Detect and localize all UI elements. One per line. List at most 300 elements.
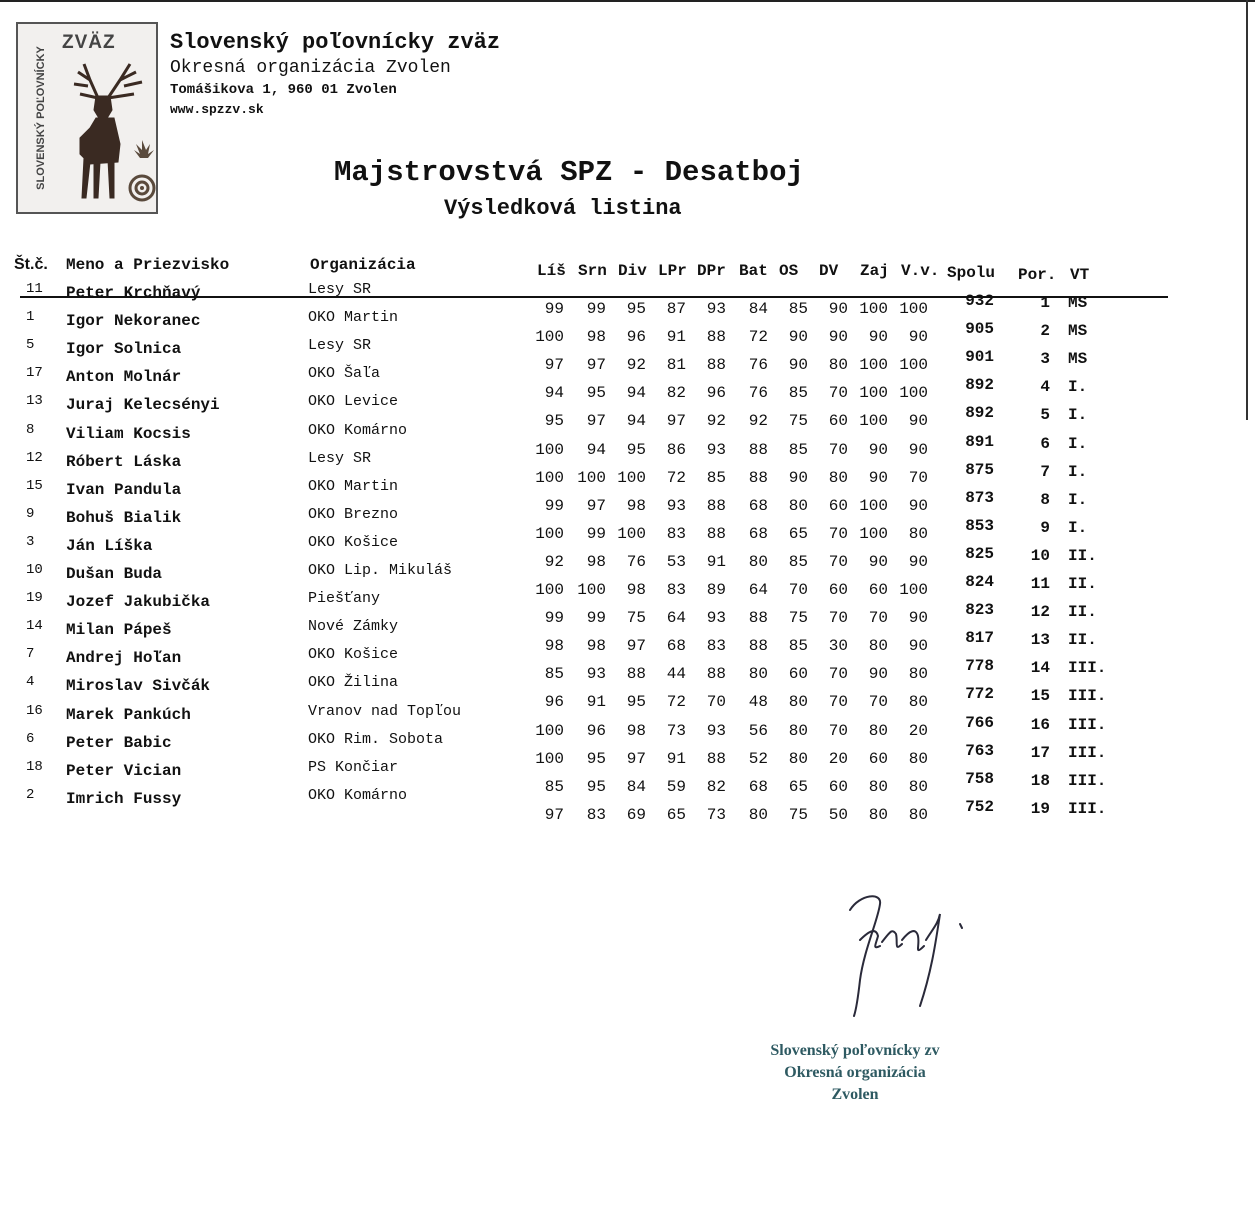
discipline-score: 85: [706, 468, 726, 487]
discipline-score: 69: [626, 805, 646, 824]
discipline-score: 90: [868, 665, 888, 684]
organization-address: Tomášikova 1, 960 01 Zvolen: [170, 82, 397, 98]
discipline-score: 100: [859, 524, 888, 543]
competitor-name: Peter Babic: [66, 733, 172, 752]
discipline-score: 82: [666, 384, 686, 403]
discipline-score: 65: [788, 777, 808, 796]
discipline-score: 89: [706, 581, 726, 599]
discipline-score: 96: [586, 721, 606, 740]
discipline-score: 76: [748, 356, 768, 375]
competitor-organization: OKO Komárno: [308, 786, 408, 804]
discipline-score: 88: [706, 356, 726, 375]
total-score: 875: [965, 460, 994, 479]
discipline-score: 70: [828, 524, 848, 543]
top-edge-line: [0, 0, 1255, 2]
competitor-organization: Nové Zámky: [308, 618, 399, 636]
start-number: 1: [26, 309, 35, 326]
rank: 4: [1040, 378, 1050, 397]
discipline-score: 76: [626, 552, 646, 571]
performance-class: I.: [1068, 462, 1088, 481]
discipline-score: 97: [666, 412, 686, 431]
discipline-score: 90: [868, 468, 888, 487]
performance-class: III.: [1068, 659, 1107, 678]
rank: 13: [1030, 631, 1050, 650]
header-rank: Por.: [1018, 266, 1057, 284]
discipline-score: 76: [748, 384, 768, 403]
performance-class: III.: [1068, 687, 1107, 706]
discipline-score: 92: [626, 356, 646, 375]
competitor-organization: Piešťany: [308, 590, 381, 608]
header-discipline: OS: [779, 262, 799, 280]
competitor-organization: OKO Lip. Mikuláš: [308, 562, 453, 579]
discipline-score: 87: [666, 300, 686, 318]
discipline-score: 72: [666, 468, 686, 487]
discipline-score: 100: [859, 300, 888, 318]
discipline-score: 44: [666, 665, 686, 684]
rank: 9: [1040, 518, 1050, 537]
rank: 12: [1030, 603, 1050, 622]
total-score: 763: [965, 741, 994, 760]
document-subtitle: Výsledková listina: [444, 196, 682, 221]
total-score: 905: [965, 320, 994, 339]
discipline-score: 88: [706, 749, 726, 768]
rank: 14: [1030, 659, 1050, 678]
total-score: 778: [965, 657, 994, 676]
competitor-organization: Lesy SR: [308, 337, 372, 355]
discipline-score: 100: [899, 581, 928, 599]
discipline-score: 75: [626, 609, 646, 628]
competitor-name: Milan Pápeš: [66, 621, 172, 640]
discipline-score: 80: [908, 749, 928, 768]
competitor-organization: OKO Komárno: [308, 421, 408, 439]
discipline-score: 80: [748, 552, 768, 571]
discipline-score: 91: [666, 749, 686, 768]
discipline-score: 94: [626, 384, 646, 403]
discipline-score: 73: [706, 805, 726, 824]
competitor-organization: OKO Žilina: [308, 674, 399, 692]
discipline-score: 100: [535, 581, 564, 599]
discipline-score: 80: [908, 777, 928, 796]
total-score: 891: [965, 432, 994, 451]
discipline-score: 70: [828, 609, 848, 628]
discipline-score: 70: [868, 609, 888, 628]
discipline-score: 60: [828, 496, 848, 515]
discipline-score: 98: [626, 721, 646, 740]
discipline-score: 83: [586, 805, 606, 824]
discipline-score: 60: [828, 777, 848, 796]
discipline-score: 80: [828, 468, 848, 487]
competitor-organization: OKO Košice: [308, 533, 399, 551]
discipline-score: 97: [586, 412, 606, 431]
discipline-score: 92: [748, 412, 768, 431]
discipline-score: 93: [706, 721, 726, 740]
competitor-organization: Vranov nad Topľou: [308, 702, 462, 720]
discipline-score: 56: [748, 721, 768, 740]
discipline-score: 88: [748, 440, 768, 459]
discipline-score: 80: [788, 693, 808, 712]
discipline-score: 48: [748, 693, 768, 712]
discipline-score: 95: [626, 440, 646, 459]
discipline-score: 100: [577, 468, 606, 487]
discipline-score: 95: [626, 693, 646, 712]
total-score: 758: [965, 769, 994, 788]
discipline-score: 90: [868, 440, 888, 459]
discipline-score: 100: [617, 468, 646, 487]
discipline-score: 60: [828, 412, 848, 431]
start-number: 15: [26, 477, 43, 494]
header-name: Meno a Priezvisko: [66, 256, 230, 274]
discipline-score: 30: [828, 637, 848, 656]
start-number: 13: [26, 393, 43, 410]
discipline-score: 68: [748, 777, 768, 796]
discipline-score: 90: [828, 300, 848, 318]
competitor-organization: Lesy SR: [308, 281, 372, 298]
organization-website: www.spzzv.sk: [170, 102, 264, 117]
discipline-score: 90: [908, 412, 928, 431]
header-discipline: Srn: [578, 262, 607, 280]
competitor-organization: OKO Košice: [308, 646, 399, 664]
competitor-name: Jozef Jakubička: [66, 593, 211, 612]
header-discipline: Zaj: [860, 262, 889, 280]
discipline-score: 70: [828, 665, 848, 684]
header-discipline: Div: [618, 262, 647, 280]
discipline-score: 72: [666, 693, 686, 712]
performance-class: III.: [1068, 771, 1107, 790]
discipline-score: 70: [828, 384, 848, 403]
start-number: 6: [26, 730, 35, 747]
rank: 2: [1040, 322, 1050, 341]
discipline-score: 83: [666, 581, 686, 599]
discipline-score: 90: [908, 552, 928, 571]
discipline-score: 100: [859, 496, 888, 515]
discipline-score: 94: [626, 412, 646, 431]
competitor-organization: Lesy SR: [308, 449, 372, 467]
discipline-score: 84: [626, 777, 646, 796]
discipline-score: 92: [544, 552, 564, 571]
start-number: 3: [26, 533, 35, 550]
discipline-score: 70: [828, 440, 848, 459]
discipline-score: 80: [868, 777, 888, 796]
discipline-score: 80: [868, 805, 888, 824]
discipline-score: 96: [544, 693, 564, 712]
discipline-score: 99: [544, 609, 564, 628]
competitor-organization: OKO Martin: [308, 477, 399, 495]
discipline-score: 85: [788, 300, 808, 318]
organization-logo: [16, 22, 158, 214]
header-discipline: DV: [819, 262, 839, 280]
discipline-score: 88: [706, 665, 726, 684]
discipline-score: 88: [748, 609, 768, 628]
rank: 1: [1040, 294, 1050, 312]
discipline-score: 99: [586, 300, 606, 318]
competitor-name: Peter Krchňavý: [66, 284, 201, 302]
discipline-score: 70: [706, 693, 726, 712]
competitor-name: Imrich Fussy: [66, 789, 182, 808]
discipline-score: 98: [586, 552, 606, 571]
discipline-score: 52: [748, 749, 768, 768]
discipline-score: 99: [586, 609, 606, 628]
total-score: 873: [965, 488, 994, 507]
rank: 19: [1030, 799, 1050, 818]
discipline-score: 95: [586, 384, 606, 403]
performance-class: I.: [1068, 378, 1088, 397]
header-discipline: LPr: [658, 262, 687, 280]
discipline-score: 98: [586, 637, 606, 656]
total-score: 892: [965, 404, 994, 423]
performance-class: II.: [1068, 575, 1097, 593]
discipline-score: 80: [868, 721, 888, 740]
discipline-score: 80: [868, 637, 888, 656]
competitor-organization: OKO Brezno: [308, 505, 399, 523]
competitor-organization: OKO Levice: [308, 393, 399, 411]
discipline-score: 88: [748, 468, 768, 487]
discipline-score: 88: [706, 524, 726, 543]
discipline-score: 80: [788, 496, 808, 515]
discipline-score: 97: [586, 356, 606, 375]
deer-emblem-icon: [50, 58, 158, 206]
performance-class: MS: [1068, 350, 1088, 369]
discipline-score: 100: [899, 384, 928, 403]
discipline-score: 92: [706, 412, 726, 431]
rank: 16: [1030, 715, 1050, 734]
start-number: 8: [26, 421, 35, 438]
discipline-score: 93: [666, 496, 686, 515]
discipline-score: 80: [908, 805, 928, 824]
discipline-score: 82: [706, 777, 726, 796]
discipline-score: 85: [544, 777, 564, 796]
competitor-name: Miroslav Sivčák: [66, 677, 211, 696]
performance-class: I.: [1068, 490, 1088, 509]
rank: 17: [1030, 743, 1050, 762]
performance-class: II.: [1068, 631, 1097, 650]
competitor-organization: OKO Martin: [308, 309, 399, 327]
discipline-score: 90: [868, 328, 888, 347]
total-score: 752: [965, 797, 994, 816]
discipline-score: 95: [626, 300, 646, 318]
discipline-score: 100: [859, 356, 888, 375]
performance-class: II.: [1068, 603, 1097, 622]
performance-class: I.: [1068, 434, 1088, 453]
discipline-score: 59: [666, 777, 686, 796]
total-score: 772: [965, 685, 994, 704]
discipline-score: 90: [788, 356, 808, 375]
performance-class: II.: [1068, 546, 1097, 565]
rank: 6: [1040, 434, 1050, 453]
discipline-score: 90: [908, 440, 928, 459]
discipline-score: 90: [908, 328, 928, 347]
discipline-score: 97: [626, 637, 646, 656]
discipline-score: 94: [544, 384, 564, 403]
organization-name: Slovenský poľovnícky zväz: [170, 30, 501, 55]
rank: 3: [1040, 350, 1050, 369]
discipline-score: 86: [666, 440, 686, 459]
discipline-score: 70: [868, 693, 888, 712]
discipline-score: 97: [544, 356, 564, 375]
discipline-score: 85: [788, 552, 808, 571]
total-score: 817: [965, 629, 994, 648]
total-score: 853: [965, 516, 994, 535]
discipline-score: 68: [666, 637, 686, 656]
discipline-score: 90: [908, 609, 928, 628]
discipline-score: 80: [908, 524, 928, 543]
discipline-score: 100: [535, 468, 564, 487]
discipline-score: 91: [706, 552, 726, 571]
competitor-organization: OKO Šaľa: [308, 365, 381, 383]
discipline-score: 90: [868, 552, 888, 571]
discipline-score: 83: [666, 524, 686, 543]
rank: 18: [1030, 771, 1050, 790]
discipline-score: 97: [626, 749, 646, 768]
start-number: 4: [26, 674, 35, 691]
stamp-line: Zvolen: [831, 1086, 879, 1103]
discipline-score: 64: [666, 609, 686, 628]
start-number: 19: [26, 590, 43, 607]
discipline-score: 60: [868, 581, 888, 599]
discipline-score: 88: [706, 328, 726, 347]
discipline-score: 90: [828, 328, 848, 347]
discipline-score: 83: [706, 637, 726, 656]
discipline-score: 70: [788, 581, 808, 599]
start-number: 5: [26, 337, 35, 354]
discipline-score: 64: [748, 581, 768, 599]
rank: 10: [1030, 546, 1050, 565]
discipline-score: 85: [544, 665, 564, 684]
discipline-score: 81: [666, 356, 686, 375]
handwritten-signature: [820, 880, 1020, 1030]
performance-class: III.: [1068, 743, 1107, 762]
discipline-score: 60: [788, 665, 808, 684]
discipline-score: 75: [788, 805, 808, 824]
rank: 15: [1030, 687, 1050, 706]
header-discipline: Líš: [537, 262, 566, 280]
competitor-name: Marek Pankúch: [66, 705, 191, 724]
start-number: 12: [26, 449, 43, 466]
stamp-line: Slovenský poľovnícky zv: [770, 1042, 940, 1059]
competitor-name: Dušan Buda: [66, 565, 163, 583]
discipline-score: 96: [706, 384, 726, 403]
total-score: 766: [965, 713, 994, 732]
competitor-name: Igor Solnica: [66, 340, 182, 359]
start-number: 10: [26, 562, 43, 578]
discipline-score: 100: [535, 524, 564, 543]
header-organization: Organizácia: [310, 256, 416, 274]
discipline-score: 93: [706, 300, 726, 318]
discipline-score: 100: [617, 524, 646, 543]
competitor-name: Peter Vician: [66, 761, 182, 780]
discipline-score: 100: [535, 440, 564, 459]
start-number: 7: [26, 646, 35, 663]
competitor-name: Ján Líška: [66, 536, 153, 555]
discipline-score: 85: [788, 440, 808, 459]
discipline-score: 90: [908, 496, 928, 515]
discipline-score: 80: [908, 665, 928, 684]
start-number: 14: [26, 618, 43, 635]
discipline-score: 80: [748, 665, 768, 684]
discipline-score: 98: [626, 581, 646, 599]
discipline-score: 91: [586, 693, 606, 712]
discipline-score: 75: [788, 412, 808, 431]
logo-side-text: SLOVENSKÝ POĽOVNÍCKY: [35, 46, 47, 190]
discipline-score: 88: [748, 637, 768, 656]
discipline-score: 65: [666, 805, 686, 824]
rank: 7: [1040, 462, 1050, 481]
discipline-score: 93: [706, 609, 726, 628]
performance-class: I.: [1068, 518, 1088, 537]
discipline-score: 98: [586, 328, 606, 347]
discipline-score: 100: [535, 749, 564, 768]
organization-stamp: [740, 1040, 970, 1106]
rank: 5: [1040, 406, 1050, 425]
discipline-score: 97: [586, 496, 606, 515]
total-score: 932: [965, 292, 994, 310]
performance-class: III.: [1068, 799, 1107, 818]
discipline-score: 98: [626, 496, 646, 515]
competitor-name: Anton Molnár: [66, 368, 182, 387]
total-score: 824: [965, 573, 994, 591]
total-score: 823: [965, 601, 994, 620]
discipline-score: 95: [544, 412, 564, 431]
competitor-organization: PS Končiar: [308, 758, 399, 776]
discipline-score: 99: [586, 524, 606, 543]
discipline-score: 80: [748, 805, 768, 824]
discipline-score: 100: [859, 384, 888, 403]
discipline-score: 80: [908, 693, 928, 712]
discipline-score: 88: [706, 496, 726, 515]
discipline-score: 50: [828, 805, 848, 824]
competitor-name: Bohuš Bialik: [66, 508, 182, 527]
organization-branch: Okresná organizácia Zvolen: [170, 58, 451, 78]
performance-class: I.: [1068, 406, 1088, 425]
logo-top-text: ZVÄZ: [62, 32, 116, 53]
start-number: 9: [26, 505, 35, 522]
discipline-score: 20: [828, 749, 848, 768]
competitor-name: Andrej Hoľan: [66, 649, 182, 668]
competitor-organization: OKO Rim. Sobota: [308, 730, 444, 748]
discipline-score: 70: [908, 468, 928, 487]
discipline-score: 68: [748, 524, 768, 543]
discipline-score: 85: [788, 637, 808, 656]
discipline-score: 65: [788, 524, 808, 543]
start-number: 17: [26, 365, 43, 382]
rank: 8: [1040, 490, 1050, 509]
discipline-score: 100: [899, 300, 928, 318]
discipline-score: 60: [828, 581, 848, 599]
discipline-score: 93: [586, 665, 606, 684]
discipline-score: 99: [544, 496, 564, 515]
discipline-score: 94: [586, 440, 606, 459]
competitor-name: Igor Nekoranec: [66, 312, 201, 331]
performance-class: MS: [1068, 294, 1088, 312]
discipline-score: 90: [908, 637, 928, 656]
rank: 11: [1030, 575, 1050, 593]
discipline-score: 95: [586, 749, 606, 768]
header-discipline: Bat: [739, 262, 768, 280]
discipline-score: 100: [899, 356, 928, 375]
discipline-score: 100: [535, 721, 564, 740]
start-number: 2: [26, 786, 35, 803]
header-total: Spolu: [947, 264, 996, 282]
document-title: Majstrovstvá SPZ - Desatboj: [334, 156, 804, 189]
discipline-score: 100: [859, 412, 888, 431]
discipline-score: 70: [828, 693, 848, 712]
performance-class: MS: [1068, 322, 1088, 341]
discipline-score: 85: [788, 384, 808, 403]
discipline-score: 60: [868, 749, 888, 768]
discipline-score: 98: [544, 637, 564, 656]
header-class: VT: [1070, 266, 1090, 284]
discipline-score: 80: [828, 356, 848, 375]
discipline-score: 70: [828, 552, 848, 571]
